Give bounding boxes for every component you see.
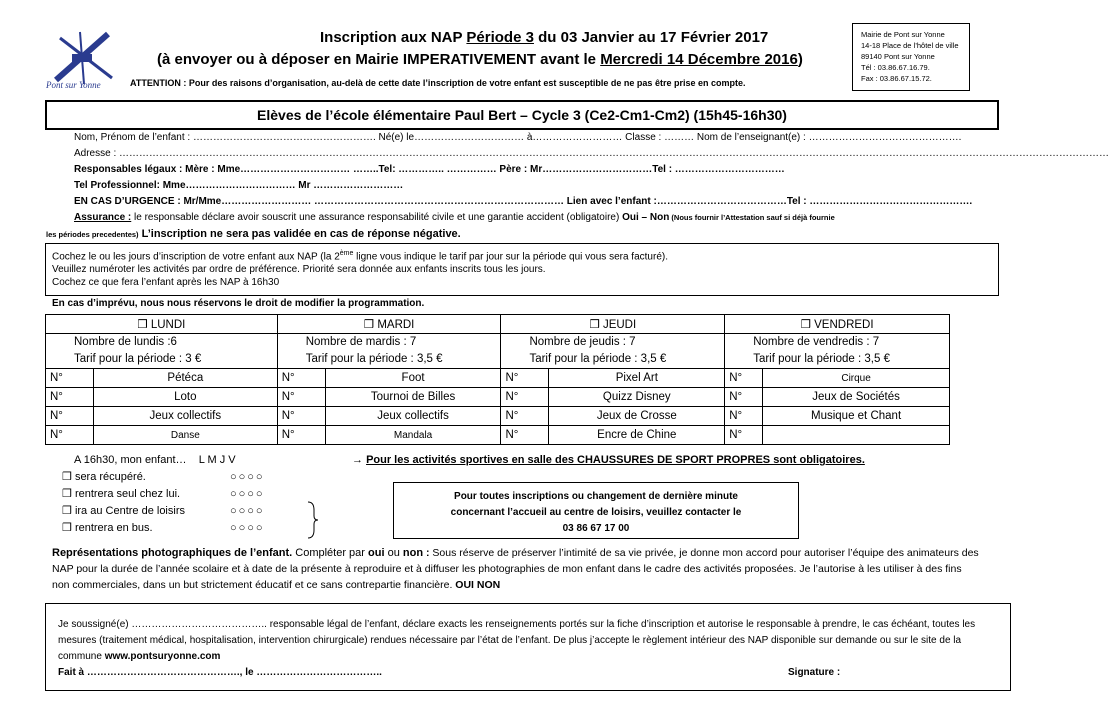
day-jeudi[interactable]: ❒ JEUDI — [501, 315, 725, 334]
instruction-line: Cochez ce que fera l’enfant après les NAP à 16h30 — [52, 277, 280, 289]
school-title: Elèves de l’école élémentaire Paul Bert – Cycle 3 (Ce2-Cm1-Cm2) (15h45-16h30) — [45, 100, 999, 130]
activity-cell: Musique et Chant — [763, 407, 950, 426]
after-option[interactable]: ❒ rentrera en bus. — [62, 522, 153, 534]
imprevu-note: En cas d’imprévu, nous nous réservons le droit de modifier la programmation. — [52, 298, 425, 309]
after-options — [62, 469, 185, 537]
sport-note: → Pour les activités sportives en salle des CHAUSSURES DE SPORT PROPRES sont obligatoires. — [352, 454, 865, 466]
checkbox-icon[interactable]: ❒ — [62, 505, 72, 517]
after-option[interactable]: ❒ sera récupéré. — [62, 471, 146, 483]
tarif-cell: Nombre de jeudis : 7 Tarif pour la période : 3,5 € — [501, 334, 725, 369]
checkbox-icon[interactable]: ❒ — [62, 488, 72, 500]
rank-input[interactable]: N° — [277, 388, 325, 407]
checkbox-icon[interactable]: ❒ — [363, 319, 375, 331]
mairie-line: Fax : 03.86.67.15.72. — [861, 74, 932, 83]
photo-consent: Représentations photographiques de l’enfant. Compléter par oui ou non : Sous réserve de préserver l’intimité de sa vie privée, je donne mon accord pour autoriser l’équipe des animateurs des NAP pour la durée de l’année scolaire et à date de la présente à reproduire et à diffuser les photographies de mon enfant dans le cadre des activités proposées. Je l’autorise à les utiliser à des fins non commerciales, dans un but strictement éducatif et ce sans contrepartie financière. OUI NON — [52, 547, 979, 591]
brace-icon — [306, 500, 320, 545]
activity-cell: Danse — [93, 426, 277, 445]
fait-line — [58, 665, 1000, 681]
after-option[interactable]: ❒ rentrera seul chez lui. — [62, 488, 181, 500]
activity-cell: Cirque — [763, 369, 950, 388]
circle-radio-row[interactable]: ○○○○ — [230, 471, 265, 483]
contact-phone: 03 86 67 17 00 — [562, 523, 630, 534]
town-logo — [46, 28, 124, 98]
contact-line: concernant l’accueil au centre de loisirs, veuillez contacter le — [450, 507, 742, 518]
logo-text: Pont sur Yonne — [46, 80, 101, 90]
tarif-cell: Nombre de mardis : 7 Tarif pour la période : 3,5 € — [277, 334, 501, 369]
responsables-field[interactable]: Responsables légaux : Mère : Mme…………………………… ……..Tel: ………….. …………… Père : Mr……………………………Tel : …………………………… — [74, 164, 785, 175]
tarif-cell: Nombre de lundis :6 Tarif pour la période : 3 € — [46, 334, 278, 369]
rank-input[interactable]: N° — [725, 369, 763, 388]
rank-input[interactable]: N° — [725, 388, 763, 407]
after-heading: A 16h30, mon enfant… L M J V — [74, 454, 236, 466]
mairie-line: 14-18 Place de l’hôtel de ville — [861, 41, 959, 50]
rank-input[interactable]: N° — [46, 369, 94, 388]
circle-radio-row[interactable]: ○○○○ — [230, 505, 265, 517]
activity-cell: Jeux de Sociétés — [763, 388, 950, 407]
activity-cell: Jeux de Crosse — [549, 407, 725, 426]
urgence-field[interactable]: EN CAS D’URGENCE : Mr/Mme……………………… ………………………………………………………………… Lien avec l’enfant :…………………………………Tel : …………………………………………. — [74, 196, 973, 207]
mairie-line: 89140 Pont sur Yonne — [861, 52, 935, 61]
table-row — [46, 388, 950, 407]
page-title: Inscription aux NAP Période 3 du 03 Janvier au 17 Février 2017 — [320, 29, 769, 46]
table-row — [46, 369, 950, 388]
rank-input[interactable]: N° — [501, 426, 549, 445]
contact-line: Pour toutes inscriptions ou changement de dernière minute — [454, 491, 738, 502]
activity-cell: Pixel Art — [549, 369, 725, 388]
days-header-row — [46, 315, 950, 334]
checkbox-icon[interactable]: ❒ — [62, 522, 72, 534]
rank-input[interactable]: N° — [277, 426, 325, 445]
checkbox-icon[interactable]: ❒ — [589, 319, 600, 331]
day-vendredi[interactable]: ❒ VENDREDI — [725, 315, 950, 334]
instruction-line: Cochez le ou les jours d’inscription de votre enfant aux NAP (la 2ème ligne vous indique le tarif par jour sur la période qui vous sera facturé). — [52, 250, 668, 263]
assurance-line: Assurance : le responsable déclare avoir souscrit une assurance responsabilité civile et une garantie accident (obligatoire) Oui – Non (Nous fournir l’Attestation sauf si déjà fournie — [74, 212, 835, 223]
activity-cell: Jeux collectifs — [325, 407, 501, 426]
activity-cell: Jeux collectifs — [93, 407, 277, 426]
oui-non-choice[interactable]: OUI NON — [452, 579, 501, 591]
fait-field[interactable]: Fait à ………………………………………., le ……………………………….. — [58, 667, 382, 678]
circle-radio-row[interactable]: ○○○○ — [230, 522, 265, 534]
day-lundi[interactable]: ❒ LUNDI — [46, 315, 278, 334]
signature-field[interactable]: Signature : — [788, 667, 841, 678]
rank-input[interactable]: N° — [501, 407, 549, 426]
circle-radio-row[interactable]: ○○○○ — [230, 488, 265, 500]
after-option[interactable]: ❒ ira au Centre de loisirs — [62, 505, 185, 517]
activity-cell: Tournoi de Billes — [325, 388, 501, 407]
contact-box — [393, 482, 799, 539]
checkbox-icon[interactable]: ❒ — [62, 471, 72, 483]
rank-input[interactable]: N° — [46, 407, 94, 426]
rank-input[interactable]: N° — [277, 407, 325, 426]
activity-cell: Quizz Disney — [549, 388, 725, 407]
child-name-field[interactable]: Nom, Prénom de l’enfant : ………………………………………………. Né(e) le…………………………… à……………………… Classe : ……… Nom de l’enseignant(e) : ………………………………………. — [74, 132, 962, 143]
rank-input[interactable]: N° — [725, 407, 763, 426]
activity-cell: Loto — [93, 388, 277, 407]
tel-pro-field[interactable]: Tel Professionnel: Mme…………………………… Mr ……………………… — [74, 180, 404, 191]
declaration-text: Je soussigné(e) ………………………………….. responsable légal de l’enfant, déclare exacts les renseignements portés sur la fiche d’inscription et autorise le responsable à prendre, le cas échéant, toutes les mesures (traitement médical, hospitalisation, intervention chirurgicale) rendues nécessaire par l’état de l’enfant. De plus j’accepte le règlement intérieur des NAP disponible sur demande ou sur le site de la commune www.pontsuryonne.com — [58, 619, 976, 662]
rank-input[interactable]: N° — [501, 388, 549, 407]
tarif-cell: Nombre de vendredis : 7 Tarif pour la période : 3,5 € — [725, 334, 950, 369]
mairie-line: Mairie de Pont sur Yonne — [861, 30, 945, 39]
assurance-line-2: les périodes precedentes) L’inscription ne sera pas validée en cas de réponse négative. — [46, 228, 461, 240]
page-subtitle: (à envoyer ou à déposer en Mairie IMPERATIVEMENT avant le Mercredi 14 Décembre 2016) — [157, 51, 803, 68]
table-row — [46, 426, 950, 445]
rank-input[interactable]: N° — [46, 388, 94, 407]
mairie-address-box — [852, 23, 970, 91]
instruction-line: Veuillez numéroter les activités par ordre de préférence. Priorité sera donnée aux enfants inscrits tous les jours. — [52, 264, 546, 276]
mairie-line: Tél : 03.86.67.16.79. — [861, 63, 930, 72]
table-row — [46, 407, 950, 426]
activity-cell — [763, 426, 950, 445]
activity-cell: Encre de Chine — [549, 426, 725, 445]
address-field[interactable]: Adresse : ……………………………………………………………………………………………………………………………………………………………………………………………………………………………………………………………………… — [74, 148, 1109, 159]
signature-box — [45, 603, 1011, 691]
rank-input[interactable]: N° — [725, 426, 763, 445]
rank-input[interactable]: N° — [501, 369, 549, 388]
rank-input[interactable]: N° — [46, 426, 94, 445]
checkbox-icon[interactable]: ❒ — [800, 319, 811, 331]
checkbox-icon[interactable]: ❒ — [137, 319, 148, 331]
activity-cell: Foot — [325, 369, 501, 388]
activities-table — [45, 314, 950, 445]
attention-note: ATTENTION : Pour des raisons d’organisation, au-delà de cette date l’inscription de votre enfant est susceptible de ne pas être prise en compte. — [130, 78, 746, 88]
activity-cell: Mandala — [325, 426, 501, 445]
instructions-box — [45, 243, 999, 296]
tarif-row — [46, 334, 950, 369]
activity-cell: Pétéca — [93, 369, 277, 388]
day-circles[interactable] — [230, 469, 265, 537]
day-mardi[interactable]: ❒ MARDI — [277, 315, 501, 334]
rank-input[interactable]: N° — [277, 369, 325, 388]
